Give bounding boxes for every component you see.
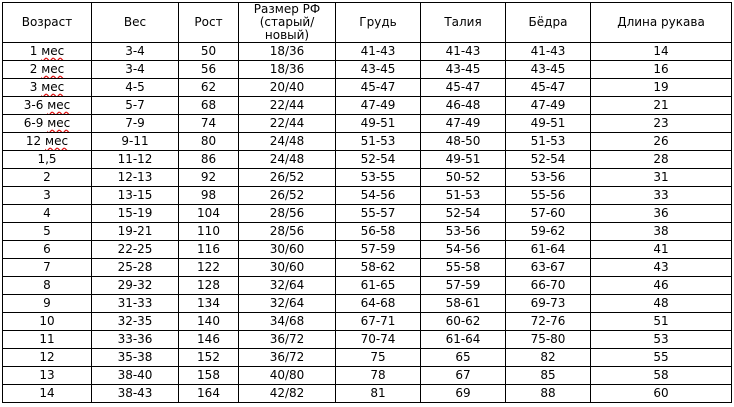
table-row <box>3 385 732 403</box>
cell-chest: 70-74 <box>336 331 421 349</box>
table-row <box>3 43 732 61</box>
cell-chest: 78 <box>336 367 421 385</box>
cell-age-value: 3 <box>43 188 51 202</box>
header-weight: Вес <box>92 3 179 43</box>
cell-age <box>3 97 92 115</box>
cell-age-unit: мес <box>41 62 65 76</box>
cell-weight: 38-43 <box>92 385 179 403</box>
cell-height: 68 <box>179 97 239 115</box>
cell-size: 30/60 <box>239 241 336 259</box>
table-row <box>3 277 732 295</box>
cell-age <box>3 277 92 295</box>
header-row <box>3 3 732 43</box>
cell-sleeve: 55 <box>591 349 732 367</box>
table-row <box>3 205 732 223</box>
cell-hips: 43-45 <box>506 61 591 79</box>
cell-weight: 38-40 <box>92 367 179 385</box>
cell-age <box>3 223 92 241</box>
cell-age-value: 9 <box>43 296 51 310</box>
cell-size: 18/36 <box>239 61 336 79</box>
cell-size: 40/80 <box>239 367 336 385</box>
cell-age <box>3 43 92 61</box>
cell-weight: 13-15 <box>92 187 179 205</box>
cell-hips: 49-51 <box>506 115 591 133</box>
cell-hips: 63-67 <box>506 259 591 277</box>
header-age: Возраст <box>3 3 92 43</box>
header-height: Рост <box>179 3 239 43</box>
table-row <box>3 223 732 241</box>
cell-weight: 7-9 <box>92 115 179 133</box>
cell-sleeve: 60 <box>591 385 732 403</box>
cell-height: 116 <box>179 241 239 259</box>
cell-waist: 46-48 <box>421 97 506 115</box>
table-row <box>3 295 732 313</box>
cell-hips: 61-64 <box>506 241 591 259</box>
cell-chest: 57-59 <box>336 241 421 259</box>
header-size-rf <box>239 3 336 43</box>
cell-age-value: 8 <box>43 278 51 292</box>
cell-age-value: 2 <box>43 170 51 184</box>
cell-sleeve: 23 <box>591 115 732 133</box>
table-row <box>3 115 732 133</box>
cell-height: 146 <box>179 331 239 349</box>
cell-sleeve: 36 <box>591 205 732 223</box>
cell-size: 24/48 <box>239 151 336 169</box>
cell-chest: 47-49 <box>336 97 421 115</box>
cell-age <box>3 169 92 187</box>
table-body <box>3 43 732 403</box>
cell-hips: 53-56 <box>506 169 591 187</box>
cell-weight: 5-7 <box>92 97 179 115</box>
cell-chest: 52-54 <box>336 151 421 169</box>
cell-height: 158 <box>179 367 239 385</box>
cell-waist: 51-53 <box>421 187 506 205</box>
cell-weight: 11-12 <box>92 151 179 169</box>
table-row <box>3 259 732 277</box>
cell-weight: 9-11 <box>92 133 179 151</box>
cell-waist: 41-43 <box>421 43 506 61</box>
cell-waist: 65 <box>421 349 506 367</box>
cell-height: 62 <box>179 79 239 97</box>
cell-weight: 3-4 <box>92 61 179 79</box>
cell-chest: 56-58 <box>336 223 421 241</box>
cell-age-value: 3 <box>29 80 38 94</box>
cell-sleeve: 21 <box>591 97 732 115</box>
cell-hips: 88 <box>506 385 591 403</box>
cell-size: 34/68 <box>239 313 336 331</box>
cell-size: 36/72 <box>239 349 336 367</box>
header-waist: Талия <box>421 3 506 43</box>
cell-hips: 75-80 <box>506 331 591 349</box>
cell-weight: 15-19 <box>92 205 179 223</box>
cell-size: 32/64 <box>239 277 336 295</box>
cell-weight: 4-5 <box>92 79 179 97</box>
cell-waist: 52-54 <box>421 205 506 223</box>
cell-hips: 51-53 <box>506 133 591 151</box>
cell-age <box>3 79 92 97</box>
cell-waist: 55-58 <box>421 259 506 277</box>
cell-chest: 67-71 <box>336 313 421 331</box>
cell-waist: 50-52 <box>421 169 506 187</box>
cell-size: 22/44 <box>239 115 336 133</box>
cell-age <box>3 385 92 403</box>
cell-sleeve: 53 <box>591 331 732 349</box>
header-sleeve: Длина рукава <box>591 3 732 43</box>
cell-height: 80 <box>179 133 239 151</box>
cell-sleeve: 14 <box>591 43 732 61</box>
cell-age <box>3 151 92 169</box>
cell-age-unit: мес <box>41 80 65 94</box>
cell-chest: 53-55 <box>336 169 421 187</box>
cell-age <box>3 367 92 385</box>
cell-age <box>3 349 92 367</box>
cell-chest: 75 <box>336 349 421 367</box>
cell-chest: 45-47 <box>336 79 421 97</box>
table-row <box>3 133 732 151</box>
cell-sleeve: 43 <box>591 259 732 277</box>
cell-weight: 33-36 <box>92 331 179 349</box>
header-size-rf-title: Размер РФ <box>253 2 321 16</box>
cell-hips: 57-60 <box>506 205 591 223</box>
table-row <box>3 367 732 385</box>
cell-size: 18/36 <box>239 43 336 61</box>
cell-height: 128 <box>179 277 239 295</box>
cell-height: 86 <box>179 151 239 169</box>
cell-size: 30/60 <box>239 259 336 277</box>
cell-hips: 66-70 <box>506 277 591 295</box>
table-row <box>3 169 732 187</box>
table-row <box>3 331 732 349</box>
cell-sleeve: 31 <box>591 169 732 187</box>
cell-sleeve: 26 <box>591 133 732 151</box>
cell-hips: 82 <box>506 349 591 367</box>
cell-size: 26/52 <box>239 187 336 205</box>
cell-size: 28/56 <box>239 205 336 223</box>
cell-size: 36/72 <box>239 331 336 349</box>
cell-age-value: 12 <box>25 134 42 148</box>
size-chart-table <box>2 2 732 403</box>
cell-waist: 47-49 <box>421 115 506 133</box>
cell-chest: 54-56 <box>336 187 421 205</box>
cell-weight: 29-32 <box>92 277 179 295</box>
table-row <box>3 97 732 115</box>
cell-size: 26/52 <box>239 169 336 187</box>
cell-waist: 57-59 <box>421 277 506 295</box>
cell-chest: 61-65 <box>336 277 421 295</box>
cell-chest: 49-51 <box>336 115 421 133</box>
table-row <box>3 241 732 259</box>
cell-weight: 12-13 <box>92 169 179 187</box>
cell-hips: 47-49 <box>506 97 591 115</box>
cell-hips: 85 <box>506 367 591 385</box>
cell-hips: 55-56 <box>506 187 591 205</box>
cell-size: 22/44 <box>239 97 336 115</box>
cell-hips: 45-47 <box>506 79 591 97</box>
cell-age <box>3 295 92 313</box>
table-row <box>3 187 732 205</box>
cell-sleeve: 46 <box>591 277 732 295</box>
cell-sleeve: 28 <box>591 151 732 169</box>
cell-height: 152 <box>179 349 239 367</box>
cell-age <box>3 187 92 205</box>
cell-height: 110 <box>179 223 239 241</box>
cell-height: 92 <box>179 169 239 187</box>
cell-hips: 52-54 <box>506 151 591 169</box>
cell-size: 28/56 <box>239 223 336 241</box>
cell-age-value: 1 <box>29 44 38 58</box>
cell-weight: 35-38 <box>92 349 179 367</box>
cell-waist: 49-51 <box>421 151 506 169</box>
cell-age-value: 1,5 <box>37 152 57 166</box>
table-row <box>3 61 732 79</box>
cell-waist: 69 <box>421 385 506 403</box>
cell-sleeve: 19 <box>591 79 732 97</box>
cell-chest: 41-43 <box>336 43 421 61</box>
cell-sleeve: 51 <box>591 313 732 331</box>
cell-weight: 32-35 <box>92 313 179 331</box>
cell-waist: 48-50 <box>421 133 506 151</box>
cell-hips: 72-76 <box>506 313 591 331</box>
cell-height: 164 <box>179 385 239 403</box>
cell-weight: 22-25 <box>92 241 179 259</box>
cell-hips: 69-73 <box>506 295 591 313</box>
cell-age-unit: мес <box>47 116 71 130</box>
cell-age <box>3 331 92 349</box>
cell-chest: 55-57 <box>336 205 421 223</box>
cell-height: 134 <box>179 295 239 313</box>
cell-chest: 81 <box>336 385 421 403</box>
cell-age-value: 3-6 <box>23 98 44 112</box>
cell-age-unit: мес <box>47 98 71 112</box>
cell-size: 24/48 <box>239 133 336 151</box>
cell-age-value: 14 <box>39 386 55 400</box>
cell-waist: 53-56 <box>421 223 506 241</box>
table-row <box>3 151 732 169</box>
cell-age <box>3 133 92 151</box>
cell-sleeve: 48 <box>591 295 732 313</box>
cell-sleeve: 38 <box>591 223 732 241</box>
cell-height: 74 <box>179 115 239 133</box>
cell-size: 32/64 <box>239 295 336 313</box>
cell-age-value: 4 <box>43 206 51 220</box>
cell-sleeve: 33 <box>591 187 732 205</box>
cell-waist: 61-64 <box>421 331 506 349</box>
cell-height: 140 <box>179 313 239 331</box>
cell-age-value: 5 <box>43 224 51 238</box>
cell-age-value: 12 <box>39 350 55 364</box>
cell-age-value: 10 <box>39 314 55 328</box>
table-row <box>3 79 732 97</box>
cell-waist: 54-56 <box>421 241 506 259</box>
cell-weight: 3-4 <box>92 43 179 61</box>
cell-height: 98 <box>179 187 239 205</box>
table-row <box>3 349 732 367</box>
cell-height: 104 <box>179 205 239 223</box>
cell-age <box>3 61 92 79</box>
cell-age-value: 6 <box>43 242 51 256</box>
cell-age-unit: мес <box>41 44 65 58</box>
cell-height: 50 <box>179 43 239 61</box>
cell-weight: 31-33 <box>92 295 179 313</box>
header-size-rf-note: (старый/новый) <box>259 15 315 42</box>
cell-weight: 19-21 <box>92 223 179 241</box>
cell-waist: 60-62 <box>421 313 506 331</box>
cell-size: 20/40 <box>239 79 336 97</box>
cell-sleeve: 41 <box>591 241 732 259</box>
cell-age-value: 6-9 <box>23 116 44 130</box>
cell-age <box>3 313 92 331</box>
cell-age <box>3 115 92 133</box>
cell-age-value: 13 <box>39 368 55 382</box>
cell-chest: 51-53 <box>336 133 421 151</box>
cell-age <box>3 259 92 277</box>
cell-age-value: 2 <box>29 62 38 76</box>
cell-hips: 59-62 <box>506 223 591 241</box>
cell-chest: 43-45 <box>336 61 421 79</box>
cell-chest: 58-62 <box>336 259 421 277</box>
cell-sleeve: 16 <box>591 61 732 79</box>
cell-sleeve: 58 <box>591 367 732 385</box>
cell-age <box>3 205 92 223</box>
cell-height: 56 <box>179 61 239 79</box>
cell-age <box>3 241 92 259</box>
cell-age-unit: мес <box>45 134 69 148</box>
cell-age-value: 7 <box>43 260 51 274</box>
cell-age-value: 11 <box>39 332 55 346</box>
cell-chest: 64-68 <box>336 295 421 313</box>
cell-size: 42/82 <box>239 385 336 403</box>
header-chest: Грудь <box>336 3 421 43</box>
cell-waist: 43-45 <box>421 61 506 79</box>
header-hips: Бёдра <box>506 3 591 43</box>
cell-hips: 41-43 <box>506 43 591 61</box>
cell-weight: 25-28 <box>92 259 179 277</box>
cell-waist: 58-61 <box>421 295 506 313</box>
cell-waist: 45-47 <box>421 79 506 97</box>
table-row <box>3 313 732 331</box>
cell-waist: 67 <box>421 367 506 385</box>
cell-height: 122 <box>179 259 239 277</box>
